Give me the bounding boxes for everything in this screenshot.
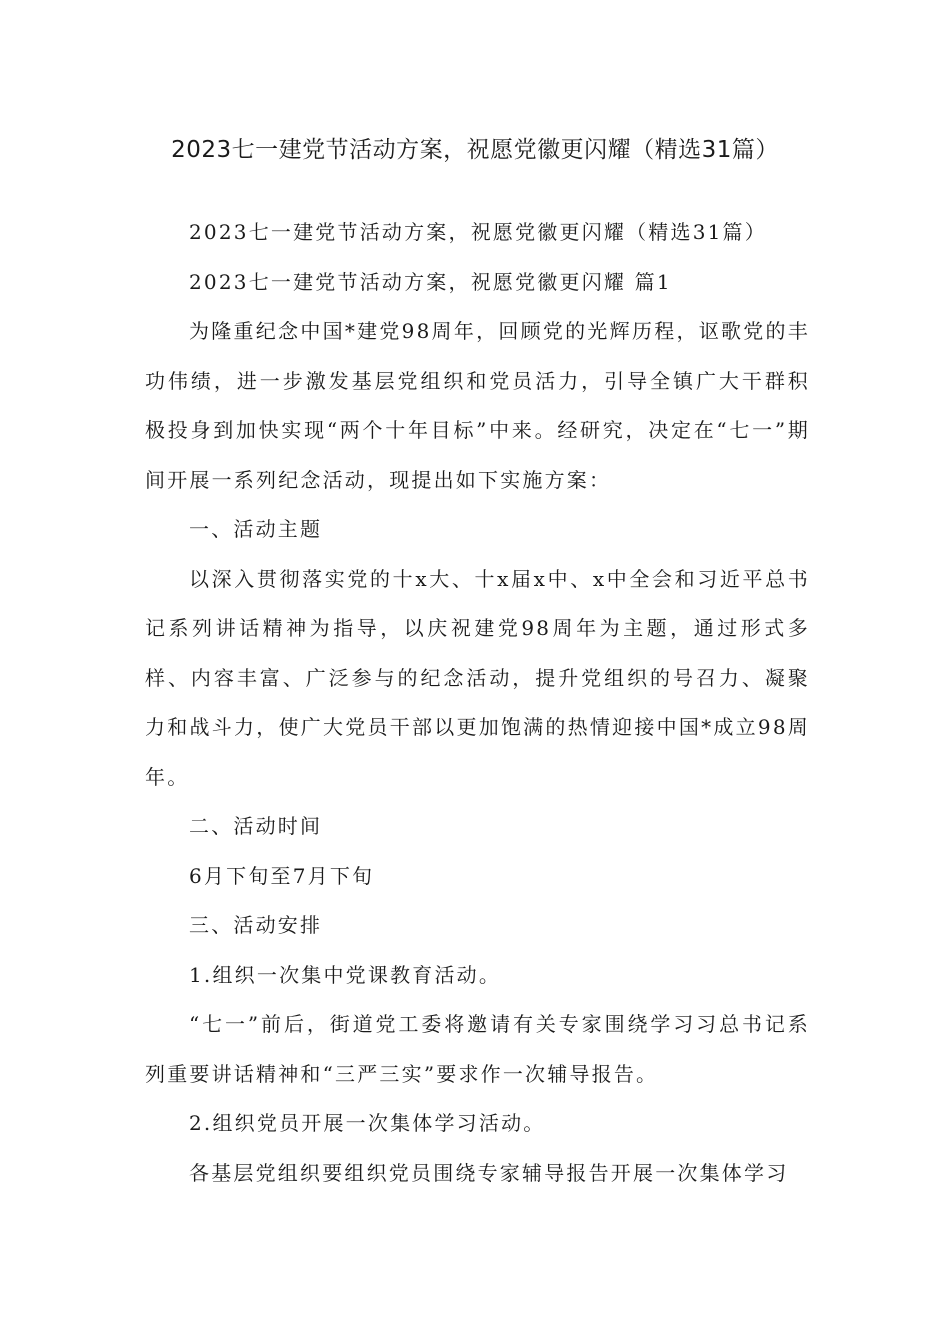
document-body	[145, 208, 810, 1198]
subtitle-line: 2023七一建党节活动方案，祝愿党徽更闪耀（精选31篇）	[189, 220, 767, 244]
item-1-paragraph: “七一”前后，街道党工委将邀请有关专家围绕学习习总书记系列重要讲话精神和“三严三实”要求作一次辅导报告。	[145, 1012, 810, 1086]
item-2-paragraph: 各基层党组织要组织党员围绕专家辅导报告开展一次集体学习	[189, 1160, 789, 1185]
section-heading-article-1: 2023七一建党节活动方案，祝愿党徽更闪耀 篇1	[189, 269, 672, 294]
intro-paragraph: 为隆重纪念中国*建党98周年，回顾党的光辉历程，讴歌党的丰功伟绩，进一步激发基层党组织和党员活力，引导全镇广大干群积极投身到加快实现“两个十年目标”中来。经研究，决定在“七一”期间开展一系列纪念活动，现提出如下实施方案：	[145, 319, 810, 492]
item-1-heading: 1.组织一次集中党课教育活动。	[189, 962, 502, 987]
item-2-heading: 2.组织党员开展一次集体学习活动。	[189, 1111, 546, 1135]
time-paragraph: 6月下旬至7月下旬	[189, 863, 375, 888]
heading-activity-theme: 一、活动主题	[189, 517, 323, 541]
document-title: 2023七一建党节活动方案，祝愿党徽更闪耀（精选31篇）	[171, 137, 779, 163]
theme-paragraph: 以深入贯彻落实党的十x大、十x届x中、x中全会和习近平总书记系列讲话精神为指导，以庆祝建党98周年为主题，通过形式多样、内容丰富、广泛参与的纪念活动，提升党组织的号召力、凝聚力和战斗力，使广大党员干部以更加饱满的热情迎接中国*成立98周年。	[145, 566, 810, 789]
heading-activity-arrangement: 三、活动安排	[189, 913, 323, 937]
heading-activity-time: 二、活动时间	[189, 814, 323, 838]
